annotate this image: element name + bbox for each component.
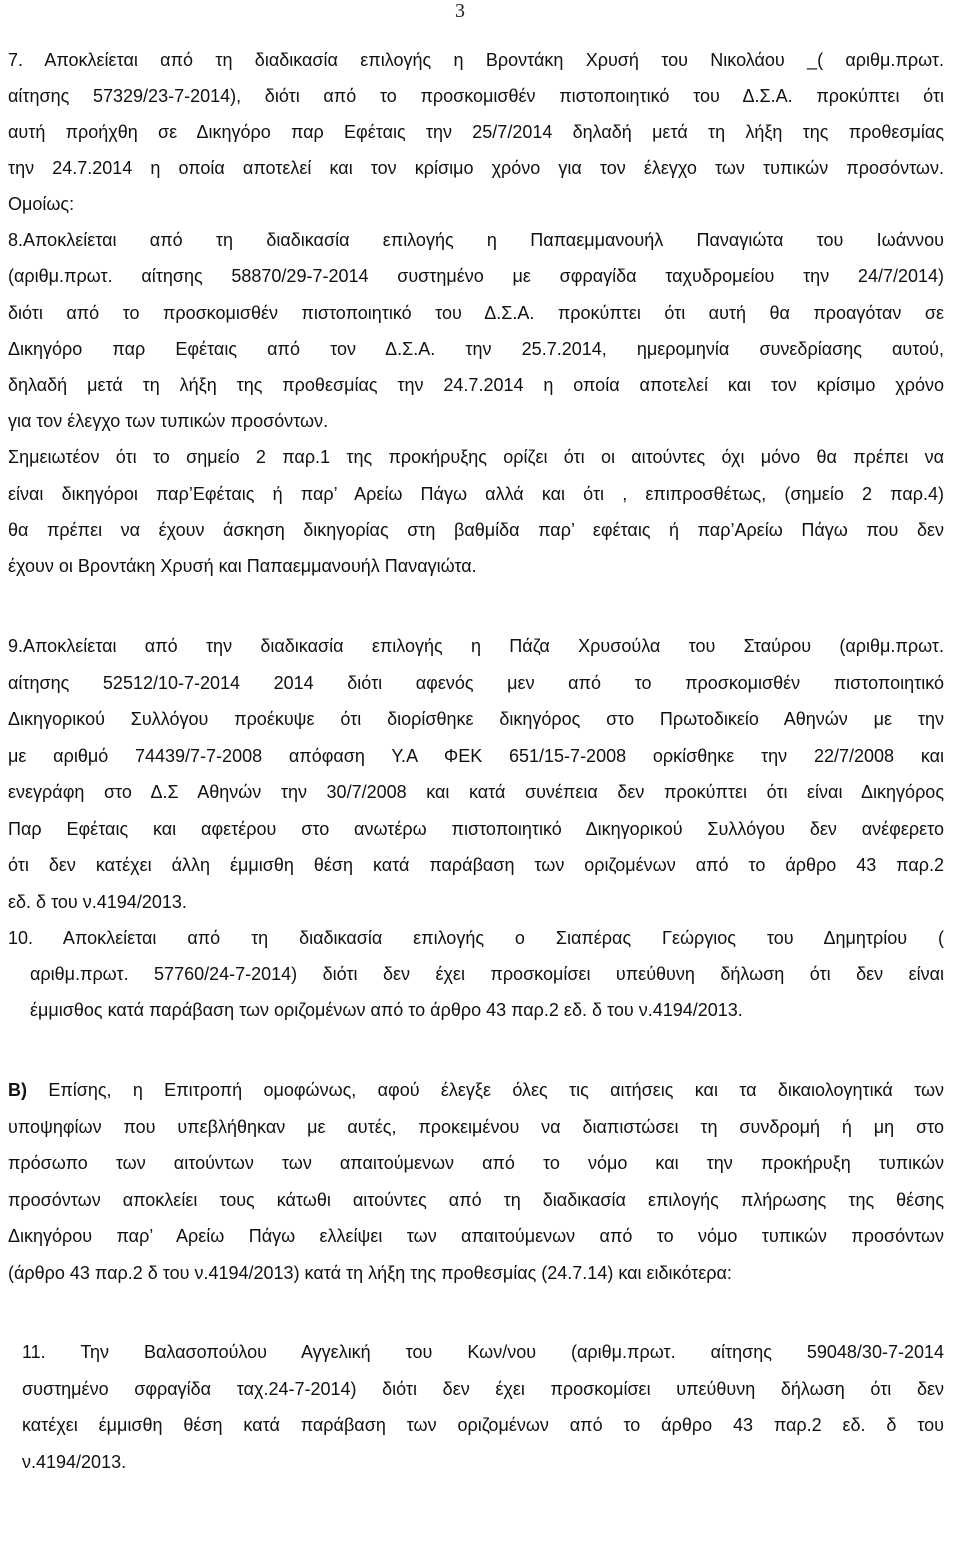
text-line: ν.4194/2013. <box>22 1452 127 1472</box>
text-line: Δικηγόρο παρ Εφέταις από τον Δ.Σ.Α. την 25.7.2014, ημερομηνία συνεδρίασης αυτού, <box>8 339 944 359</box>
text-line <box>8 1078 944 1102</box>
text-line: αυτή προήχθη σε Δικηγόρο παρ Εφέταις την 25/7/2014 δηλαδή μετά τη λήξη της προθεσμίας <box>8 122 944 142</box>
text-line: για τον έλεγχο των τυπικών προσόντων. <box>8 411 329 431</box>
text-line: Ομοίως: <box>8 194 75 214</box>
text-line: έχουν οι Βροντάκη Χρυσή και Παπαεμμανουήλ Παναγιώτα. <box>8 556 477 576</box>
text-line: Παρ Εφέταις και αφετέρου στο ανωτέρω πιστοποιητικό Δικηγορικού Συλλόγου δεν ανέφερετο <box>8 819 944 839</box>
text-line: (άρθρο 43 παρ.2 δ του ν.4194/2013) κατά τη λήξη της προθεσμίας (24.7.14) και ειδικότερα: <box>8 1263 732 1283</box>
text-line: Δικηγόρου παρ’ Αρείω Πάγω ελλείψει των απαιτούμενων από το νόμο τυπικών προσόντων <box>8 1226 944 1246</box>
text-line: έμμισθος κατά παράβαση των οριζομένων από το άρθρο 43 παρ.2 εδ. δ του ν.4194/2013. <box>30 1000 743 1020</box>
text-line: αίτησης 57329/23-7-2014), διότι από το προσκομισθέν πιστοποιητικό του Δ.Σ.Α. προκύπτει ότι <box>8 86 944 106</box>
text-line: 7. Αποκλείεται από τη διαδικασία επιλογής η Βροντάκη Χρυσή του Νικολάου _( αριθμ.πρωτ. <box>8 50 944 70</box>
text-line: προσόντων αποκλείει τους κάτωθι αιτούντες από τη διαδικασία επιλογής πλήρωσης της θέσης <box>8 1190 944 1210</box>
text-line: υποψηφίων που υπεβλήθηκαν με αυτές, προκειμένου να διαπιστώσει τη συνδρομή ή μη στο <box>8 1117 944 1137</box>
text-line: (αριθμ.πρωτ. αίτησης 58870/29-7-2014 συστημένο με σφραγίδα ταχυδρομείου την 24/7/2014) <box>8 266 944 286</box>
text-line: αίτησης 52512/10-7-2014 2014 διότι αφενός μεν από το προσκομισθέν πιστοποιητικό <box>8 673 944 693</box>
text-line: την 24.7.2014 η οποία αποτελεί και τον κρίσιμο χρόνο για τον έλεγχο των τυπικών προσόντων. <box>8 158 944 178</box>
text-line: συστημένο σφραγίδα ταχ.24-7-2014) διότι δεν έχει προσκομίσει υπεύθυνη δήλωση ότι δεν <box>22 1379 944 1399</box>
text-line: είναι δικηγόροι παρ’Εφέταις ή παρ’ Αρείω Πάγω αλλά και ότι , επιπροσθέτως, (σημείο 2 παρ.4) <box>8 484 944 504</box>
text-line: 9.Αποκλείεται από την διαδικασία επιλογής η Πάζα Χρυσούλα του Σταύρου (αριθμ.πρωτ. <box>8 636 944 656</box>
section-label-b: Β) <box>8 1080 27 1100</box>
text-line: εδ. δ του ν.4194/2013. <box>8 892 187 912</box>
text-line: με αριθμό 74439/7-7-2008 απόφαση Υ.Α ΦΕΚ 651/15-7-2008 ορκίσθηκε την 22/7/2008 και <box>8 746 944 766</box>
text-line: διότι από το προσκομισθέν πιστοποιητικό του Δ.Σ.Α. προκύπτει ότι αυτή θα προαγόταν σε <box>8 303 944 323</box>
text-line: 10. Αποκλείεται από τη διαδικασία επιλογής ο Σιαπέρας Γεώργιος του Δημητρίου ( <box>8 928 944 948</box>
text-line: κατέχει έμμισθη θέση κατά παράβαση των οριζομένων από το άρθρο 43 παρ.2 εδ. δ του <box>22 1415 944 1435</box>
text-span: Επίσης, η Επιτροπή ομοφώνως, αφού έλεγξε όλες τις αιτήσεις και τα δικαιολογητικά των <box>27 1080 944 1100</box>
page-number: 3 <box>455 0 465 22</box>
text-line: 11. Την Βαλασοπούλου Αγγελική του Κων/νου (αριθμ.πρωτ. αίτησης 59048/30-7-2014 <box>22 1342 944 1362</box>
text-line: Δικηγορικού Συλλόγου προέκυψε ότι διορίσθηκε δικηγόρος στο Πρωτοδικείο Αθηνών με την <box>8 709 944 729</box>
text-line: πρόσωπο των αιτούντων των απαιτούμενων από το νόμο και την προκήρυξη τυπικών <box>8 1153 944 1173</box>
text-line: δηλαδή μετά τη λήξη της προθεσμίας την 24.7.2014 η οποία αποτελεί και τον κρίσιμο χρόνο <box>8 375 944 395</box>
text-line: 8.Αποκλείεται από τη διαδικασία επιλογής η Παπαεμμανουήλ Παναγιώτα του Ιωάννου <box>8 230 944 250</box>
text-line: Σημειωτέον ότι το σημείο 2 παρ.1 της προκήρυξης ορίζει ότι οι αιτούντες όχι μόνο θα πρέπει να <box>8 447 944 467</box>
text-line: ενεγράφη στο Δ.Σ Αθηνών την 30/7/2008 και κατά συνέπεια δεν προκύπτει ότι είναι Δικηγόρος <box>8 782 944 802</box>
text-line: αριθμ.πρωτ. 57760/24-7-2014) διότι δεν έχει προσκομίσει υπεύθυνη δήλωση ότι δεν είναι <box>30 964 944 984</box>
text-line: θα πρέπει να έχουν άσκηση δικηγορίας στη βαθμίδα παρ’ εφέταις ή παρ’Αρείω Πάγω που δεν <box>8 520 944 540</box>
text-line: ότι δεν κατέχει άλλη έμμισθη θέση κατά παράβαση των οριζομένων από το άρθρο 43 παρ.2 <box>8 855 944 875</box>
